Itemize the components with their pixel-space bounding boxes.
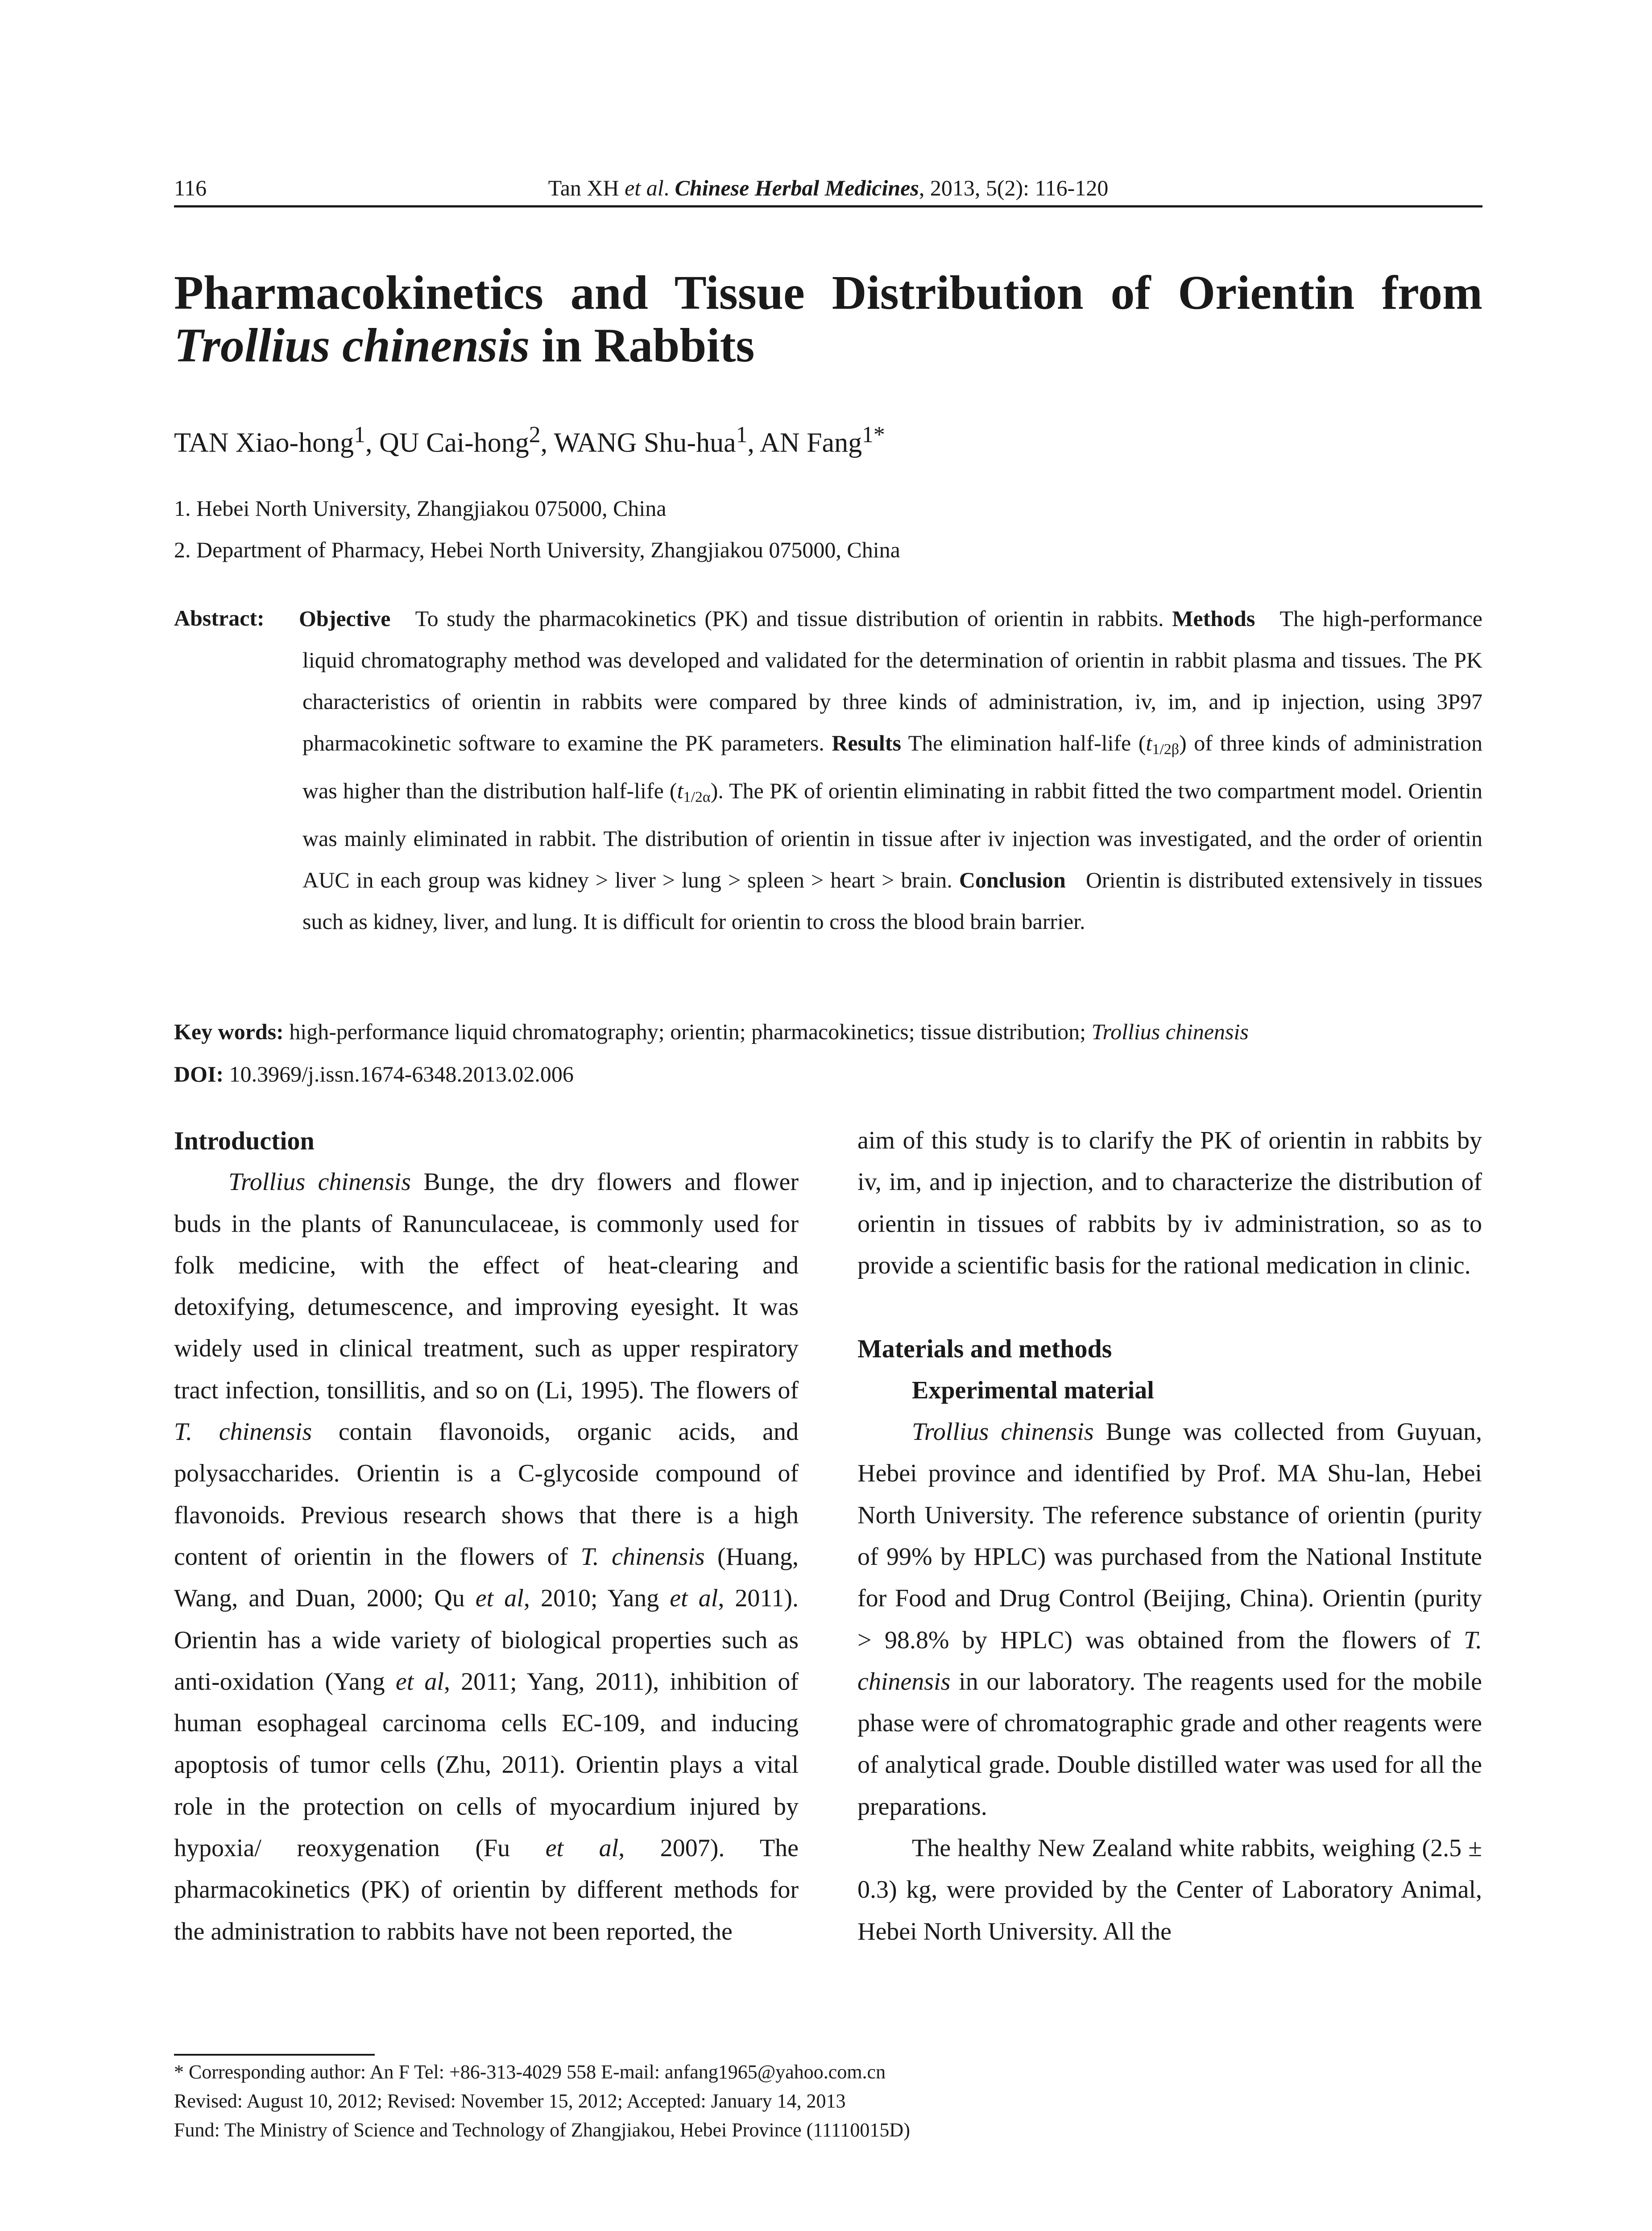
author-separator: ,	[747, 427, 760, 458]
objective-text: To study the pharmacokinetics (PK) and tissue distribution of orientin in rabbits.	[415, 606, 1164, 631]
conclusion-label: Conclusion	[959, 867, 1066, 892]
results-text-b: ) of three kinds of administration was higher than the distribution half-life (	[302, 730, 1482, 803]
t-beta-subscript: 1/2β	[1152, 741, 1180, 758]
results-label: Results	[832, 730, 901, 755]
doi	[174, 1061, 574, 1087]
intro-continuation: aim of this study is to clarify the PK of orientin in rabbits by iv, im, and ip injection, and to characterize the distribution of orientin in tissues of rabbits by iv administration, so as to provide a scientific basis for the rational medication in clinic.	[857, 1127, 1482, 1279]
doi-link[interactable]: 10.3969/j.issn.1674-6348.2013.02.006	[229, 1062, 574, 1086]
page-number: 116	[174, 175, 207, 200]
footnote-fund: Fund: The Ministry of Science and Technology of Zhangjiakou, Hebei Province (11110015D)	[174, 2119, 910, 2141]
conclusion-text: Orientin is distributed extensively in tissues such as kidney, liver, and lung. It is difficult for orientin to cross the blood brain barrier.	[302, 867, 1483, 934]
citation-volume: , 2013, 5(2): 116-120	[919, 175, 1109, 200]
title-species: Trollius chinensis	[174, 319, 530, 372]
results-text-c: ). The PK of orientin eliminating in rabbit fitted the two compartment model. Orientin was mainly eliminated in rabbit. The distribution of orientin in tissue after iv injection was investigated, and the order of orientin AUC in each group was kidney > liver > lung > spleen > heart > brain.	[302, 778, 1482, 892]
article-title	[174, 267, 1482, 372]
running-header	[174, 173, 1482, 207]
t-alpha-subscript: 1/2α	[683, 789, 711, 805]
author-name: QU Cai-hong	[379, 427, 529, 458]
author-affiliation-mark: 1	[354, 422, 365, 448]
intro-paragraph: Trollius chinensis Bunge, the dry flowers and flower buds in the plants of Ranunculaceae, is commonly used for folk medicine, with the effect of heat-clearing and detoxifying, detumescence, and improving eyesight. It was widely used in clinical treatment, such as upper respiratory tract infection, tonsillitis, and so on (Li, 1995). The flowers of T. chinensis contain flavonoids, organic acids, and polysaccharides. Orientin is a C-glycoside compound of flavonoids. Previous research shows that there is a high content of orientin in the flowers of T. chinensis (Huang, Wang, and Duan, 2000; Qu et al, 2010; Yang et al, 2011). Orientin has a wide variety of biological properties such as anti-oxidation (Yang et al, 2011; Yang, 2011), inhibition of human esophageal carcinoma cells EC-109, and inducing apoptosis of tumor cells (Zhu, 2011). Orientin plays a vital role in the protection on cells of myocardium injured by hypoxia/ reoxygenation (Fu et al, 2007). The pharmacokinetics (PK) of orientin by different methods for the administration to rabbits have not been reported, the	[174, 1168, 799, 1945]
keywords-species: Trollius chinensis	[1091, 1019, 1249, 1044]
footnote-corresponding-author: * Corresponding author: An F Tel: +86-313-4029 558 E-mail: anfang1965@yahoo.com.cn	[174, 2061, 886, 2083]
section-heading-materials-methods: Materials and methods	[857, 1334, 1112, 1364]
title-line-2	[174, 319, 1482, 372]
abstract-label: Abstract:	[174, 605, 265, 630]
citation-dot: .	[663, 175, 675, 200]
abstract-body: Objective To study the pharmacokinetics (PK) and tissue distribution of orientin in rabbits. Methods The high-performance liquid chromatography method was developed and validated for the determination of orientin in rabbit plasma and tissues. The PK characteristics of orientin in rabbits were compared by three kinds of administration, iv, im, and ip injection, using 3P97 pharmacokinetic software to examine the PK parameters. Results The elimination half-life $(t_{1/2\beta})$ of three kinds of administration was higher than the distribution half-life $(t_{1/2\alpha})$. The PK of orientin eliminating in rabbit fitted the two compartment model. Orientin was mainly eliminated in rabbit. The distribution of orientin in tissue after iv injection was investigated, and the order of orientin AUC in each group was kidney > liver > lung > spleen > heart > brain. Conclusion Orientin is distributed extensively in tissues such as kidney, liver, and lung. It is difficult for orientin to cross the blood brain barrier.	[299, 606, 1483, 934]
author-list	[174, 422, 885, 459]
author-name: WANG Shu-hua	[554, 427, 736, 458]
affiliation-2: 2. Department of Pharmacy, Hebei North University, Zhangjiakou 075000, China	[174, 537, 900, 562]
citation-authors: Tan XH	[548, 175, 625, 200]
left-column	[174, 1120, 799, 1953]
citation-etal: et al	[625, 175, 664, 200]
author-name: TAN Xiao-hong	[174, 427, 354, 458]
keywords-text: high-performance liquid chromatography; orientin; pharmacokinetics; tissue distribution;	[289, 1019, 1092, 1044]
objective-label: Objective	[299, 606, 391, 631]
methods-text: The high-performance liquid chromatography method was developed and validated for the determination of orientin in rabbit plasma and tissues. The PK characteristics of orientin in rabbits were compared by three kinds of administration, iv, im, and ip injection, using 3P97 pharmacokinetic software to examine the PK parameters.	[302, 606, 1482, 755]
journal-citation	[174, 175, 1482, 201]
affiliation-1: 1. Hebei North University, Zhangjiakou 075000, China	[174, 496, 667, 521]
subsection-heading-experimental-material: Experimental material	[912, 1376, 1154, 1404]
author-affiliation-mark: 1	[736, 422, 748, 448]
footnote-dates: Revised: August 10, 2012; Revised: November 15, 2012; Accepted: January 14, 2013	[174, 2090, 846, 2112]
methods-label: Methods	[1172, 606, 1255, 631]
title-line-1: Pharmacokinetics and Tissue Distribution of Orientin from	[174, 266, 1482, 319]
title-suffix: in Rabbits	[530, 319, 755, 372]
author-separator: ,	[540, 427, 554, 458]
author-affiliation-mark: 2	[529, 422, 541, 448]
materials-paragraph: Trollius chinensis Bunge was collected from Guyuan, Hebei province and identified by Prof. MA Shu-lan, Hebei North University. The reference substance of orientin (purity of 99% by HPLC) was purchased from the National Institute for Food and Drug Control (Beijing, China). Orientin (purity > 98.8% by HPLC) was obtained from the flowers of T. chinensis in our laboratory. The reagents used for the mobile phase were of chromatographic grade and other reagents were of analytical grade. Double distilled water was used for all the preparations.	[857, 1418, 1482, 1820]
results-text-a: The elimination half-life (	[908, 730, 1146, 755]
keywords-label: Key words:	[174, 1019, 284, 1044]
keywords	[174, 1019, 1482, 1045]
section-heading-introduction: Introduction	[174, 1126, 315, 1155]
author-separator: ,	[365, 427, 379, 458]
footnote-divider	[174, 2054, 375, 2056]
author-name: AN Fang	[760, 427, 862, 458]
doi-label: DOI:	[174, 1062, 224, 1086]
author-affiliation-mark: 1*	[862, 422, 885, 448]
citation-journal: Chinese Herbal Medicines	[675, 175, 919, 200]
animals-paragraph: The healthy New Zealand white rabbits, weighing (2.5 ± 0.3) kg, were provided by the Center of Laboratory Animal, Hebei North University. All the	[857, 1834, 1482, 1945]
right-column	[857, 1120, 1482, 1953]
